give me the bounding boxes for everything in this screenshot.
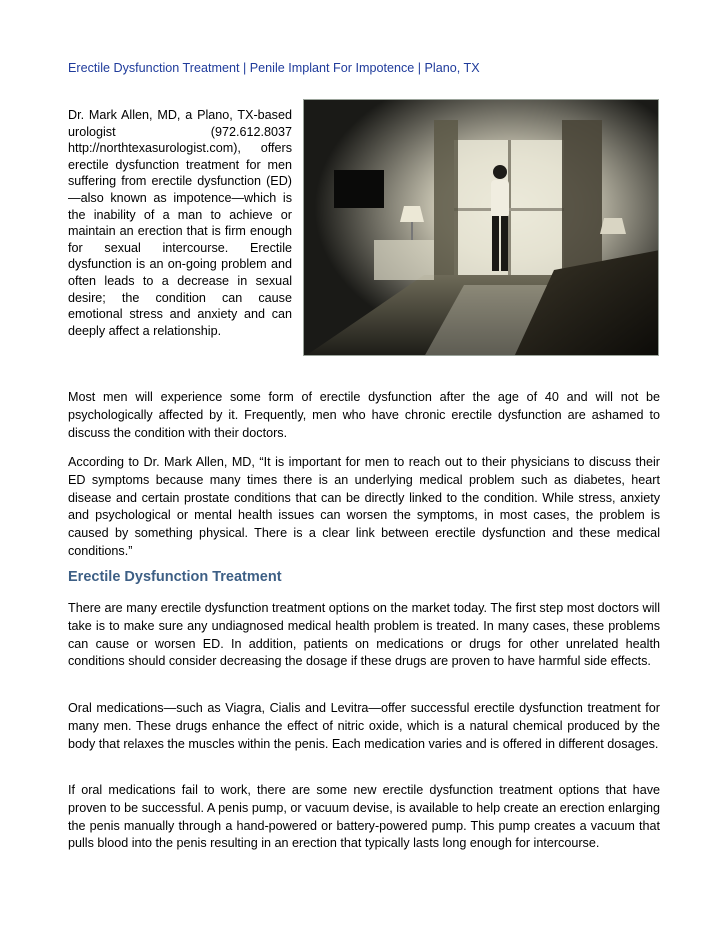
bedroom-photo-icon (303, 99, 659, 356)
section-heading: Erectile Dysfunction Treatment (68, 569, 282, 585)
paragraph-oral-medications: Oral medications—such as Viagra, Cialis and Levitra—offer successful erectile dysfunction treatment for many men. These drugs enhance the effect of nitric oxide, which is a natural chemical produced by the body that relaxes the muscles within the penis. Each medication varies and is offered in different dosages. (68, 701, 660, 751)
paragraph-quote: According to Dr. Mark Allen, MD, “It is important for men to reach out to their physicians to discuss their ED symptoms because many times there is an underlying medical problem such as diabetes, heart disease and certain prostate conditions that can be directly linked to the condition. While stress, anxiety and psychological or mental health issues can worsen the symptoms, in most cases, the problem is caused by something physical. There is a clear link between erectile dysfunction and these medical conditions.” (68, 455, 660, 558)
paragraph-treatment-options: There are many erectile dysfunction treatment options on the market today. The first step most doctors will take is to make sure any undiagnosed medical health problem is treated. In many cases, these problems can cause or worsen ED. In addition, patients on medications or drugs for other unrelated health conditions should consider decreasing the dosage if these drugs are proven to have harmful side effects. (68, 601, 660, 669)
intro-paragraph: Dr. Mark Allen, MD, a Plano, TX-based urologist (972.612.8037 http://northtexasurologist.com), offers erectile dysfunction treatment for men suffering from erectile dysfunction (ED)—also known as impotence—which is the inability of a man to achieve or maintain an erection that is firm enough for sexual intercourse. Erectile dysfunction is an on-going problem and often leads to a decrease in sexual desire; the condition can cause emotional stress and anxiety and can deeply affect a relationship. (68, 108, 292, 338)
document-title-link[interactable]: Erectile Dysfunction Treatment | Penile Implant For Impotence | Plano, TX (68, 61, 480, 75)
paragraph-vacuum-pump: If oral medications fail to work, there are some new erectile dysfunction treatment options that have proven to be successful. A penis pump, or vacuum devise, is available to help create an erection enlarging the penis manually through a hand-powered or battery-powered pump. This pump creates a vacuum that pulls blood into the penis resulting in an erection that typically lasts long enough for intercourse. (68, 783, 660, 851)
paragraph-prevalence: Most men will experience some form of erectile dysfunction after the age of 40 and will not be psychologically affected by it. Frequently, men who have chronic erectile dysfunction are ashamed to discuss the condition with their doctors. (68, 390, 660, 440)
intro-section (68, 107, 660, 372)
